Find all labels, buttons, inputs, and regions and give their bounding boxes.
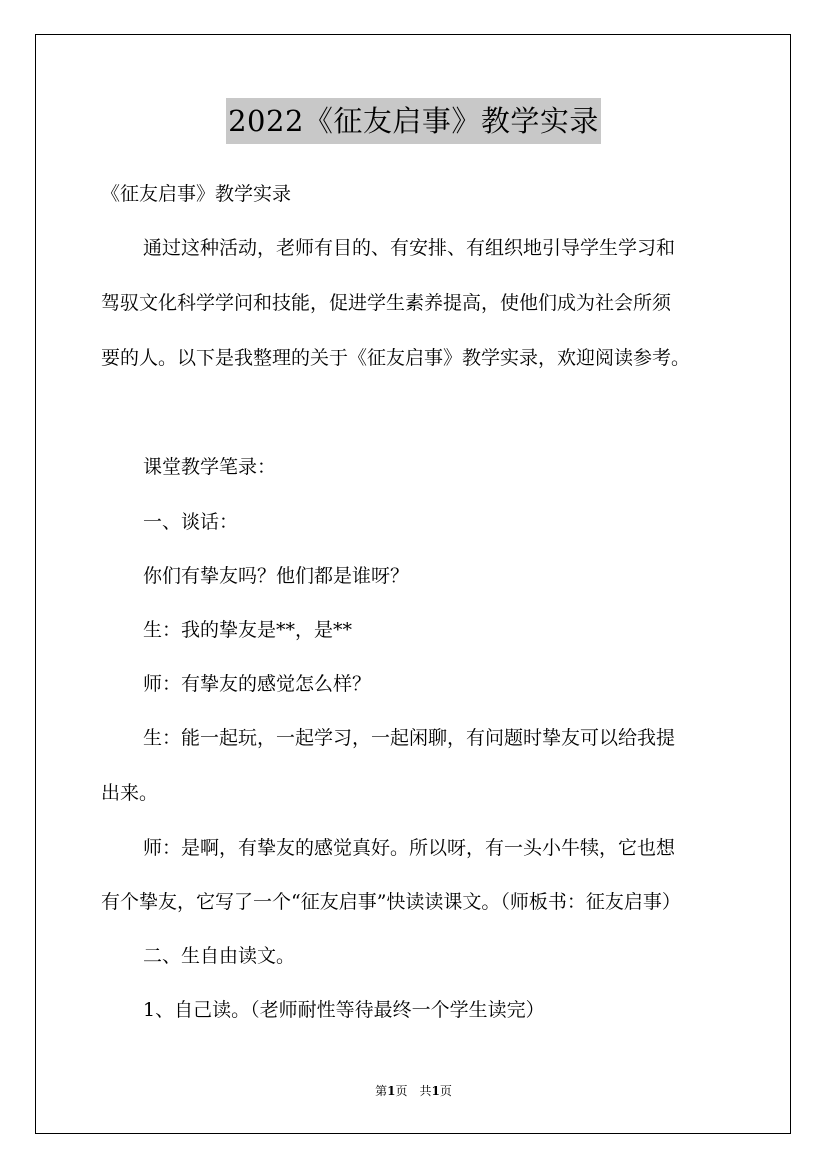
footer-page-total: 1 <box>431 1084 440 1098</box>
doc-subtitle: 《征友启事》教学实录 <box>101 183 292 205</box>
footer-mid: 页 共 <box>395 1084 432 1098</box>
page-footer <box>0 1082 827 1100</box>
footer-prefix: 第 <box>375 1084 388 1098</box>
paragraph-line: 师：是啊，有挚友的感觉真好。所以呀，有一头小牛犊，它也想 <box>143 837 676 859</box>
document-title-block <box>0 98 827 144</box>
paragraph-line: 1、自己读。（老师耐性等待最终一个学生读完） <box>143 999 545 1021</box>
paragraph-line: 生：能一起玩，一起学习，一起闲聊，有问题时挚友可以给我提 <box>143 727 676 749</box>
paragraph-line: 你们有挚友吗？他们都是谁呀？ <box>143 565 410 587</box>
section-heading: 二、生自由读文。 <box>143 945 296 967</box>
section-heading: 一、谈话： <box>143 511 239 533</box>
paragraph-line: 要的人。以下是我整理的关于《征友启事》教学实录，欢迎阅读参考。 <box>101 347 691 369</box>
section-heading: 课堂教学笔录： <box>143 456 277 478</box>
paragraph-line: 生：我的挚友是**，是** <box>143 619 353 641</box>
paragraph-line: 师：有挚友的感觉怎么样？ <box>143 673 372 695</box>
paragraph-line: 驾驭文化科学学问和技能，促进学生素养提高，使他们成为社会所须 <box>101 292 672 314</box>
paragraph-line: 通过这种活动，老师有目的、有安排、有组织地引导学生学习和 <box>143 237 676 259</box>
document-title: 2022《征友启事》教学实录 <box>226 98 601 144</box>
paragraph-line: 出来。 <box>101 782 159 804</box>
footer-suffix: 页 <box>439 1084 452 1098</box>
paragraph-line: 有个挚友，它写了一个“征友启事”快读读课文。（师板书：征友启事） <box>101 891 681 913</box>
footer-page-number: 1 <box>387 1084 396 1098</box>
